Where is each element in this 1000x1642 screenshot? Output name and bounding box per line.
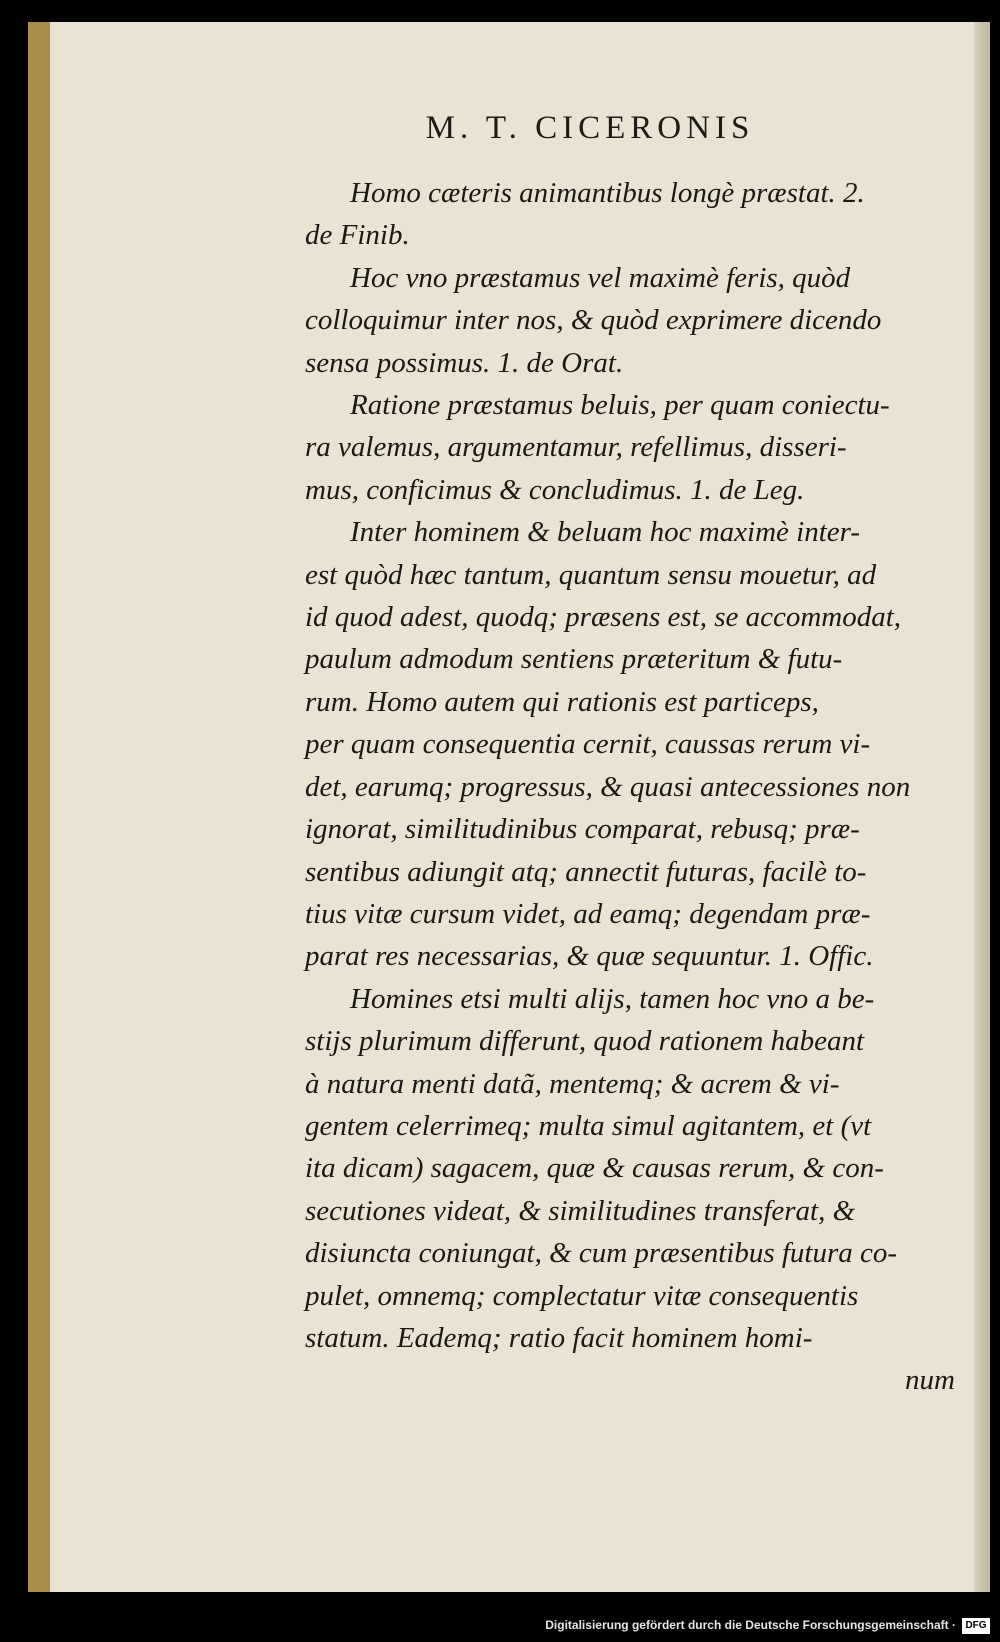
- text-line: secutiones videat, & similitudines transferat, &: [305, 1194, 856, 1227]
- text-line: Homines etsi multi alijs, tamen hoc vno a be-: [350, 982, 875, 1015]
- text-line: gentem celerrimeq; multa simul agitantem, et (vt: [305, 1109, 872, 1142]
- text-line: sensa possimus. 1. de Orat.: [305, 346, 624, 379]
- funding-credit: Digitalisierung gefördert durch die Deutsche Forschungsgemeinschaft ·: [545, 1618, 956, 1632]
- text-line: ita dicam) sagacem, quæ & causas rerum, & con-: [305, 1152, 884, 1185]
- text-line: à natura menti datã, mentemq; & acrem & vi-: [305, 1067, 840, 1100]
- text-line: disiuncta coniungat, & cum præsentibus futura co-: [305, 1237, 898, 1270]
- text-line: ignorat, similitudinibus comparat, rebusq; præ-: [305, 813, 860, 846]
- text-line: ra valemus, argumentamur, refellimus, disseri-: [305, 431, 847, 464]
- text-line: per quam consequentia cernit, caussas rerum vi-: [305, 728, 871, 761]
- text-line: Hoc vno præstamus vel maximè feris, quòd: [350, 261, 851, 294]
- text-line: Inter hominem & beluam hoc maximè inter-: [350, 516, 861, 549]
- paragraph-4: [305, 511, 985, 977]
- text-line: colloquimur inter nos, & quòd exprimere dicendo: [305, 304, 882, 337]
- footer-bar: [0, 1592, 1000, 1642]
- text-line: Homo cæteris animantibus longè præstat. 2.: [350, 177, 865, 209]
- text-line: tius vitæ cursum videt, ad eamq; degendam præ-: [305, 897, 871, 930]
- text-line: pulet, omnemq; complectatur vitæ consequentis: [305, 1279, 859, 1312]
- text-line: est quòd hæc tantum, quantum sensu mouetur, ad: [305, 558, 877, 591]
- book-page: [28, 22, 990, 1592]
- paragraph-3: [305, 384, 985, 511]
- text-line: Ratione præstamus beluis, per quam coniectu-: [350, 389, 890, 422]
- body-text: [305, 172, 985, 1402]
- text-line: sentibus adiungit atq; annectit futuras, facilè to-: [305, 855, 867, 888]
- dfg-logo-icon: DFG: [962, 1618, 990, 1634]
- text-line: de Finib.: [305, 219, 410, 252]
- text-line: mus, conficimus & concludimus. 1. de Leg.: [305, 473, 805, 506]
- paragraph-5: [305, 978, 985, 1360]
- running-title: M. T. CICERONIS: [425, 110, 755, 146]
- paragraph-1: [305, 172, 985, 257]
- text-line: statum. Eademq; ratio facit hominem homi-: [305, 1321, 813, 1354]
- text-line: paulum admodum sentiens præteritum & futu-: [305, 643, 843, 676]
- text-line: parat res necessarias, & quæ sequuntur. 1. Offic.: [305, 940, 874, 973]
- text-line: det, earumq; progressus, & quasi antecessiones non: [305, 770, 911, 803]
- paragraph-2: [305, 257, 985, 384]
- text-line: stijs plurimum differunt, quod rationem habeant: [305, 1025, 865, 1058]
- text-line: id quod adest, quodq; præsens est, se accommodat,: [305, 601, 902, 634]
- catchword: num: [905, 1364, 955, 1397]
- text-line: rum. Homo autem qui rationis est particeps,: [305, 685, 819, 718]
